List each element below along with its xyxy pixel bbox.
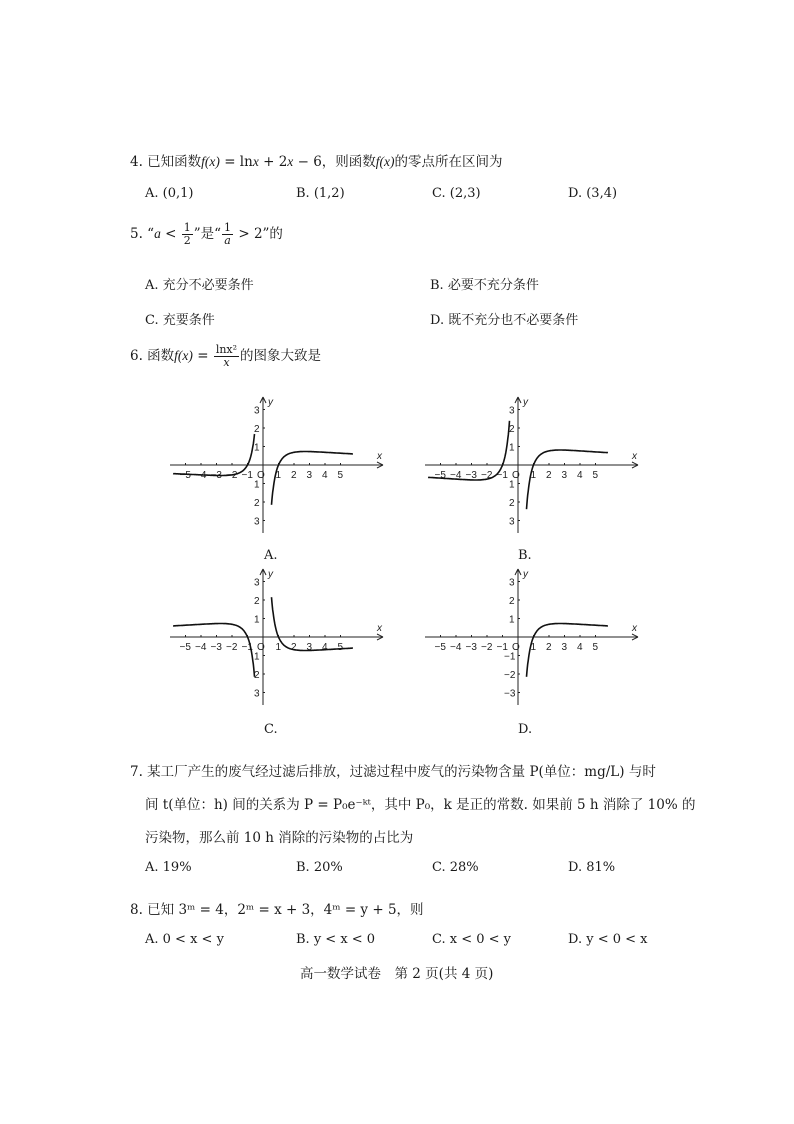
q4-fx: f(x) — [201, 154, 220, 169]
q5-a1: a — [154, 226, 161, 241]
y-tick-label: 1 — [509, 442, 515, 454]
q4-option-c: C. (2,3) — [432, 186, 481, 201]
q7-option-c: C. 28% — [432, 860, 479, 875]
q5-option-a: A. 充分不必要条件 — [145, 278, 254, 293]
q4-stem-f: − 6，则函数 — [293, 154, 376, 170]
y-tick-label: −1 — [504, 651, 516, 663]
x-tick-label: 4 — [322, 470, 328, 481]
graph-a — [165, 395, 390, 539]
graph-c-label: C. — [264, 722, 278, 737]
graph-d-svg — [420, 567, 645, 707]
y-tick-label: 2 — [509, 424, 515, 435]
y-tick-label: 2 — [254, 670, 260, 681]
x-tick-label: −4 — [195, 470, 207, 481]
y-tick-label: 2 — [254, 596, 260, 607]
x-tick-label: 3 — [306, 470, 313, 481]
q8-stem: 8. 已知 3ᵐ = 4，2ᵐ = x + 3，4ᵐ = y + 5，则 — [130, 902, 424, 918]
q5-frac1 — [182, 222, 193, 246]
q4-option-d: D. (3,4) — [568, 186, 618, 201]
q5-lt: < — [160, 226, 181, 242]
y-axis-label: y — [268, 569, 273, 580]
q8-option-a: A. 0 < x < y — [145, 932, 224, 947]
q6-fx: f(x) — [174, 348, 193, 363]
q5-frac2-den: a — [224, 234, 231, 247]
y-tick-label: 2 — [254, 498, 260, 509]
y-tick-label: 1 — [254, 442, 260, 454]
q4-stem-b: = ln — [219, 154, 253, 170]
x-tick-label: −4 — [195, 642, 207, 653]
x-tick-label: 5 — [337, 642, 344, 653]
x-tick-label: 1 — [530, 470, 537, 481]
q5-option-b: B. 必要不充分条件 — [430, 278, 539, 293]
q5-option-c: C. 充要条件 — [145, 313, 215, 328]
x-tick-label: −3 — [465, 470, 477, 481]
q6-stem — [130, 344, 321, 369]
y-tick-label: 1 — [254, 479, 260, 491]
q7-option-d: D. 81% — [568, 860, 616, 875]
x-tick-label: −3 — [210, 642, 222, 653]
graph-a-label: A. — [264, 548, 278, 563]
q4-stem — [130, 150, 503, 170]
y-tick-label: 2 — [509, 498, 515, 509]
graph-b-label: B. — [518, 548, 532, 563]
q4-stem-g: 的零点所在区间为 — [394, 154, 503, 170]
y-tick-label: 1 — [254, 614, 260, 626]
q4-fx2: f(x) — [375, 154, 395, 169]
y-tick-label: 3 — [509, 405, 515, 417]
x-tick-label: −4 — [450, 470, 462, 481]
q6-eq: = — [192, 348, 213, 364]
q7-line1: 7. 某工厂产生的废气经过滤后排放，过滤过程中废气的污染物含量 P(单位：mg/L) 与时 — [130, 764, 656, 780]
x-tick-label: −4 — [450, 642, 462, 653]
q7-option-b: B. 20% — [296, 860, 343, 875]
y-axis-label: y — [523, 569, 528, 580]
q4-stem-d: + 2 — [258, 154, 288, 170]
y-tick-label: 3 — [254, 577, 260, 589]
q5-stem — [130, 222, 283, 247]
q7-line2: 间 t(单位：h) 间的关系为 P = P₀e⁻ᵏᵗ，其中 P₀，k 是正的常数. 如果前 5 h 消除了 10% 的 — [145, 797, 696, 813]
y-tick-label: −2 — [504, 670, 516, 681]
x-tick-label: −1 — [496, 642, 508, 653]
x-tick-label: 3 — [561, 642, 568, 653]
y-tick-label: 1 — [509, 479, 515, 491]
x-tick-label: O — [257, 470, 265, 481]
y-tick-label: 2 — [254, 424, 260, 435]
x-tick-label: 1 — [275, 642, 282, 653]
q5-mid: ”是“ — [193, 226, 222, 242]
graph-d — [420, 567, 645, 711]
x-tick-label: 2 — [291, 470, 297, 481]
x-tick-label: −1 — [241, 642, 253, 653]
x-axis-label: x — [377, 623, 382, 634]
q4-option-a: A. (0,1) — [145, 186, 194, 201]
q5-num: 5. “ — [130, 226, 155, 242]
x-tick-label: 5 — [337, 470, 344, 481]
q5-frac1-den: 2 — [183, 234, 191, 247]
y-tick-label: 3 — [509, 516, 515, 528]
x-tick-label: −2 — [226, 642, 238, 653]
q5-frac1-num: 1 — [183, 221, 191, 235]
x-tick-label: −2 — [481, 642, 493, 653]
y-tick-label: 3 — [254, 405, 260, 417]
q4-option-b: B. (1,2) — [296, 186, 345, 201]
graph-c — [165, 567, 390, 711]
x-tick-label: O — [512, 642, 520, 653]
y-tick-label: 2 — [509, 596, 515, 607]
x-tick-label: 2 — [291, 642, 297, 653]
graph-b-svg — [420, 395, 645, 535]
x-tick-label: 5 — [592, 642, 599, 653]
x-tick-label: 2 — [546, 470, 552, 481]
x-tick-label: 5 — [592, 470, 599, 481]
q8-option-d: D. y < 0 < x — [568, 932, 648, 947]
x-tick-label: −5 — [434, 470, 446, 481]
x-tick-label: 3 — [306, 642, 313, 653]
q5-frac2-num: 1 — [224, 221, 232, 235]
x-tick-label: 2 — [546, 642, 552, 653]
x-tick-label: −5 — [179, 642, 191, 653]
x-tick-label: −1 — [241, 470, 253, 481]
y-tick-label: 1 — [509, 614, 515, 626]
q8-option-c: C. x < 0 < y — [432, 932, 512, 947]
x-axis-label: x — [377, 451, 382, 462]
q6-frac-num: lnx² — [215, 343, 238, 357]
q6-frac-den: x — [223, 356, 230, 369]
page-footer: 高一数学试卷 第 2 页(共 4 页) — [300, 966, 494, 982]
q5-frac2 — [222, 222, 233, 246]
x-tick-label: O — [257, 642, 265, 653]
q7-line3: 污染物，那么前 10 h 消除的污染物的占比为 — [145, 830, 414, 846]
graph-d-label: D. — [518, 722, 533, 737]
x-tick-label: 4 — [322, 642, 328, 653]
y-tick-label: 3 — [254, 516, 260, 528]
x-tick-label: O — [512, 470, 520, 481]
x-tick-label: 3 — [561, 470, 568, 481]
q4-stem-c: x — [252, 154, 259, 169]
y-tick-label: 1 — [254, 651, 260, 663]
x-tick-label: −3 — [210, 470, 222, 481]
x-axis-label: x — [632, 623, 637, 634]
graph-b — [420, 395, 645, 539]
x-tick-label: −1 — [496, 470, 508, 481]
x-axis-label: x — [632, 451, 637, 462]
graph-a-svg — [165, 395, 390, 535]
q6-stem-a: 6. 函数 — [130, 348, 175, 364]
x-tick-label: 4 — [577, 470, 583, 481]
q4-stem-a: 4. 已知函数 — [130, 154, 202, 170]
x-tick-label: 4 — [577, 642, 583, 653]
y-axis-label: y — [523, 397, 528, 408]
y-tick-label: 3 — [509, 577, 515, 589]
y-axis-label: y — [268, 397, 273, 408]
q5-option-d: D. 既不充分也不必要条件 — [430, 313, 579, 328]
x-tick-label: −5 — [434, 642, 446, 653]
y-tick-label: 3 — [254, 688, 260, 700]
x-tick-label: −2 — [481, 470, 493, 481]
x-tick-label: 1 — [275, 470, 282, 481]
y-tick-label: −3 — [504, 688, 516, 700]
q5-gt: > 2”的 — [234, 226, 283, 242]
x-tick-label: −3 — [465, 642, 477, 653]
x-tick-label: −2 — [226, 470, 238, 481]
q4-stem-e: x — [287, 154, 294, 169]
q8-option-b: B. y < x < 0 — [296, 932, 376, 947]
x-tick-label: −5 — [179, 470, 191, 481]
x-tick-label: 1 — [530, 642, 537, 653]
graph-c-svg — [165, 567, 390, 707]
q7-option-a: A. 19% — [145, 860, 192, 875]
q6-stem-b: 的图象大致是 — [240, 348, 322, 364]
q6-frac — [214, 344, 239, 368]
